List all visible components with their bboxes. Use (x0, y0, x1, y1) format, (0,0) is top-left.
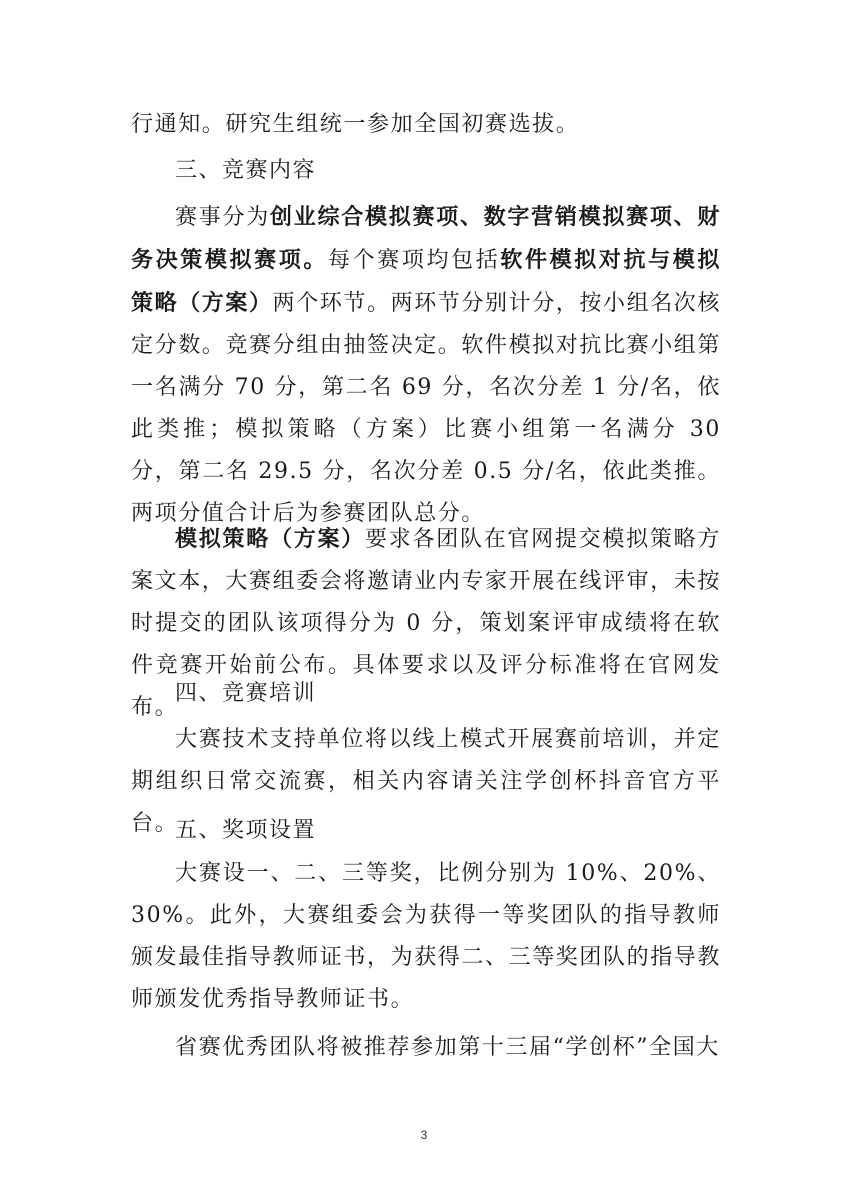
p2-text: 要求各团队在官网提交模拟策略方案文本，大赛组委会将邀请业内专家开展在线评审，未按时提交的团队该项得分为 0 分，策划案评审成绩将在软件竞赛开始前公布。具体要求以及评分标准将在官网发布。 (131, 527, 722, 720)
paragraph-recommend: 省赛优秀团队将被推荐参加第十三届“学创杯”全国大 (175, 1035, 720, 1060)
paragraph-awards: 大赛设一、二、三等奖，比例分别为 10%、20%、30%。此外，大赛组委会为获得一等奖团队的指导教师颁发最佳指导教师证书，为获得二、三等奖团队的指导教师颁发优秀指导教师证书。 (131, 861, 722, 1012)
p1-text-d: 两个环节。两环节分别计分，按小组名次核定分数。竞赛分组由抽签决定。软件模拟对抗比赛小组第一名满分 70 分，第二名 69 分，名次分差 1 分/名，依此类推；模拟策略（方案）比赛小组第一名满分 30 分，第二名 29.5 分，名次分差 0.5 分/名，依此类推。两项分值合计后为参赛团队总分。 (131, 291, 722, 526)
paragraph-content-1 (131, 196, 721, 535)
page-number: 3 (420, 1128, 428, 1142)
section-heading-3: 三、竞赛内容 (175, 158, 317, 183)
section-heading-5: 五、奖项设置 (175, 818, 317, 843)
paragraph-training: 大赛技术支持单位将以线上模式开展赛前培训，并定期组织日常交流赛，相关内容请关注学创杯抖音官方平台。 (131, 727, 721, 836)
paragraph-intro: 行通知。研究生组统一参加全国初赛选拔。 (131, 112, 580, 137)
p1-bold-events: 创业综合模拟赛项、数字营销模拟赛项、财务决策模拟赛项。 (131, 204, 721, 273)
p2-bold-strategy: 模拟策略（方案） (175, 526, 365, 552)
p1-text-c: 每个赛项均包括 (328, 248, 501, 273)
section-heading-4: 四、竞赛培训 (175, 681, 317, 706)
p1-bold-sections: 软件模拟对抗与模拟策略（方案） (131, 247, 722, 316)
p1-text-a: 赛事分为 (175, 205, 270, 230)
